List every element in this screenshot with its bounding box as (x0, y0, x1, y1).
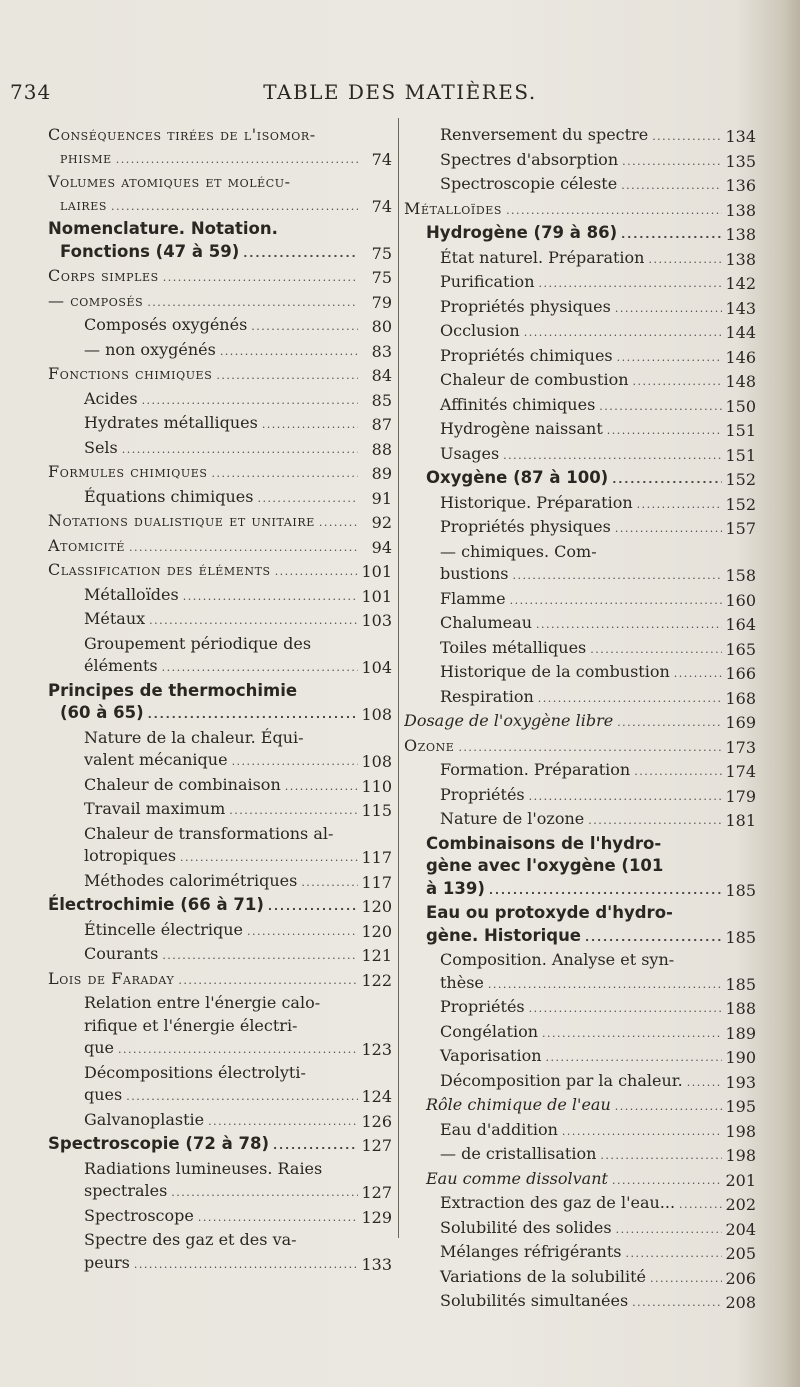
toc-entry-label: ques (84, 1085, 123, 1104)
toc-entry-label: Hydrogène (79 à 86) (426, 223, 618, 242)
toc-page-number: 103 (361, 611, 392, 630)
toc-page-number: 188 (725, 999, 756, 1018)
toc-page-number: 157 (725, 519, 756, 538)
toc-page-number: 152 (725, 470, 756, 489)
toc-entry-label: Sels (84, 437, 118, 457)
toc-entry (404, 418, 756, 442)
toc-entry-label: Eau d'addition (440, 1119, 558, 1139)
toc-entry (48, 510, 392, 534)
toc-page-number: 185 (725, 927, 756, 947)
toc-entry (48, 702, 392, 726)
running-header (0, 80, 800, 110)
toc-entry (404, 124, 756, 148)
toc-entry-line (48, 680, 392, 702)
toc-entry-line (404, 902, 756, 924)
toc-entry (404, 443, 756, 467)
toc-entry-label: valent mécanique (84, 750, 228, 769)
toc-page-number: 91 (371, 488, 392, 508)
toc-entry (404, 925, 756, 949)
toc-page-number: 120 (361, 921, 392, 941)
toc-entry-line (404, 855, 756, 877)
toc-entry-label: Métalloïdes (404, 198, 503, 218)
toc-entry (404, 1241, 756, 1265)
toc-entry-label: Nature de la chaleur. Équi- (84, 727, 304, 747)
toc-page-number: 143 (725, 298, 756, 318)
toc-entry (48, 968, 392, 992)
toc-entry-label: Galvanoplastie (84, 1109, 205, 1129)
toc-entry-label: Travail maximum (84, 799, 226, 818)
toc-entry-label: Propriétés physiques (440, 517, 611, 536)
toc-entry (48, 241, 392, 265)
toc-entry-label: — composés (48, 290, 144, 310)
toc-page-number: 206 (725, 1268, 756, 1288)
toc-entry-label: Extraction des gaz de l'eau... (440, 1193, 676, 1212)
toc-entry (48, 774, 392, 798)
toc-page-number: 148 (725, 372, 756, 391)
toc-entry-label: Étincelle électrique (84, 919, 243, 939)
toc-entry (48, 655, 392, 679)
toc-entry-line (48, 727, 392, 749)
toc-entry-label: Hydrogène naissant (440, 419, 603, 438)
toc-entry (404, 878, 756, 902)
toc-entry-label: Mélanges réfrigérants (440, 1242, 622, 1261)
toc-entry-label: Atomicité (48, 535, 126, 555)
toc-entry-label: Historique. Préparation (440, 492, 633, 512)
toc-page-number: 87 (371, 415, 392, 434)
toc-page-number: 101 (361, 562, 392, 581)
toc-entry (404, 784, 756, 808)
toc-entry-label: Renversement du spectre (440, 125, 649, 144)
toc-page-number: 123 (361, 1040, 392, 1059)
toc-entry-label: Propriétés (440, 997, 525, 1016)
toc-entry-label: Spectroscopie (72 à 78) (48, 1134, 269, 1153)
toc-entry-label: que (84, 1038, 115, 1057)
toc-entry-label: Spectre des gaz et des va- (84, 1230, 297, 1249)
toc-entry-label: gène. Historique (426, 925, 582, 945)
toc-page-number: 129 (361, 1207, 392, 1227)
toc-entry-label: Affinités chimiques (440, 394, 596, 414)
toc-entry-label: Nature de l'ozone (440, 809, 585, 828)
toc-page-number: 92 (371, 513, 392, 532)
toc-page-number: 134 (725, 127, 756, 146)
toc-page-number: 108 (361, 705, 392, 724)
toc-page-number: 133 (361, 1254, 392, 1274)
toc-page-number: 205 (725, 1244, 756, 1263)
toc-entry (404, 271, 756, 295)
toc-entry-label: thèse (440, 972, 484, 992)
toc-entry (404, 808, 756, 832)
toc-entry (48, 363, 392, 387)
toc-entry (48, 1109, 392, 1133)
toc-entry-label: Métaux (84, 609, 146, 628)
toc-entry (404, 1070, 756, 1094)
toc-entry-label: Eau ou protoxyde d'hydro- (426, 903, 673, 922)
toc-page-number: 208 (725, 1293, 756, 1312)
toc-entry-label: Fonctions chimiques (48, 364, 213, 383)
toc-page-number: 151 (725, 445, 756, 465)
toc-entry-label: Ozone (404, 735, 455, 755)
toc-entry-label: Radiations lumineuses. Raies (84, 1158, 323, 1178)
toc-entry-label: Vaporisation (440, 1046, 542, 1065)
toc-entry-label: gène avec l'oxygène (101 (426, 856, 664, 875)
toc-entry (404, 612, 756, 636)
toc-entry (48, 486, 392, 510)
toc-entry (48, 1205, 392, 1229)
toc-page-number: 115 (361, 801, 392, 820)
toc-left-column (48, 124, 392, 1276)
toc-entry-line (48, 633, 392, 655)
toc-page-number: 122 (361, 970, 392, 990)
toc-entry-label: Fonctions (47 à 59) (60, 241, 240, 261)
toc-entry (404, 516, 756, 540)
toc-page-number: 202 (725, 1195, 756, 1214)
toc-entry (404, 320, 756, 344)
toc-entry (404, 467, 756, 491)
toc-page-number: 89 (371, 464, 392, 483)
toc-entry-label: Propriétés chimiques (440, 345, 613, 365)
toc-entry (48, 147, 392, 171)
toc-entry-label: laires (60, 194, 108, 214)
toc-entry (404, 1290, 756, 1314)
toc-page-number: 166 (725, 664, 756, 683)
toc-entry-label: Équations chimiques (84, 486, 254, 506)
toc-entry-line (48, 1015, 392, 1037)
toc-entry (48, 194, 392, 218)
toc-entry-label: Relation entre l'énergie calo- (84, 993, 321, 1012)
toc-entry (48, 845, 392, 869)
toc-page-number: 146 (725, 347, 756, 367)
toc-entry-label: Usages (440, 443, 500, 463)
toc-page-number: 136 (725, 176, 756, 195)
toc-entry-label: Électrochimie (66 à 71) (48, 895, 264, 914)
toc-page-number: 126 (361, 1111, 392, 1131)
toc-entry-label: Spectres d'absorption (440, 149, 619, 169)
column-divider (398, 118, 399, 1238)
toc-entry (404, 1021, 756, 1045)
toc-entry-label: Respiration (440, 686, 534, 706)
toc-entry-label: État naturel. Préparation (440, 247, 645, 267)
toc-entry (48, 1037, 392, 1061)
toc-entry (404, 1094, 756, 1118)
toc-entry-label: bustions (440, 564, 509, 583)
toc-right-column (404, 124, 756, 1315)
toc-entry-label: Groupement périodique des (84, 633, 312, 653)
toc-entry (48, 1133, 392, 1157)
toc-entry (404, 972, 756, 996)
toc-page-number: 142 (725, 274, 756, 293)
toc-page-number: 151 (725, 421, 756, 440)
toc-entry (48, 461, 392, 485)
toc-entry-label: Classification des éléments (48, 560, 271, 579)
toc-page-number: 135 (725, 151, 756, 171)
toc-entry-label: Formules chimiques (48, 462, 208, 481)
toc-entry-label: Notations dualistique et unitaire (48, 511, 315, 530)
toc-page-number: 80 (371, 317, 392, 336)
toc-page-number: 185 (725, 974, 756, 994)
toc-entry (404, 588, 756, 612)
toc-page-number: 198 (725, 1146, 756, 1165)
toc-entry (404, 563, 756, 587)
toc-entry (48, 870, 392, 894)
toc-entry-label: Chalumeau (440, 613, 532, 632)
toc-page-number: 104 (361, 658, 392, 677)
toc-page-number: 185 (725, 880, 756, 900)
toc-entry (404, 735, 756, 759)
toc-page-number: 117 (361, 872, 392, 892)
toc-page-number: 158 (725, 566, 756, 585)
toc-entry (48, 535, 392, 559)
toc-entry-label: Chaleur de combinaison (84, 774, 281, 794)
toc-entry (404, 345, 756, 369)
toc-page-number: 165 (725, 639, 756, 659)
toc-page-number: 174 (725, 762, 756, 781)
toc-page-number: 152 (725, 494, 756, 514)
toc-entry-line (48, 124, 392, 146)
page-number: 734 (10, 80, 52, 104)
toc-page-number: 110 (361, 776, 392, 796)
toc-entry (404, 686, 756, 710)
toc-page-number: 138 (725, 225, 756, 244)
toc-entry-line (48, 823, 392, 845)
toc-page-number: 201 (725, 1170, 756, 1190)
toc-entry-label: rifique et l'énergie électri- (84, 1015, 298, 1035)
toc-entry-label: Décomposition par la chaleur. (440, 1070, 683, 1090)
toc-page-number: 173 (725, 737, 756, 757)
toc-entry-label: Purification (440, 272, 535, 291)
toc-entry (48, 1084, 392, 1108)
toc-entry (48, 608, 392, 632)
toc-page-number: 108 (361, 752, 392, 771)
toc-page-number: 75 (371, 268, 392, 287)
toc-entry (404, 247, 756, 271)
toc-page-number: 160 (725, 590, 756, 610)
toc-page-number: 198 (725, 1121, 756, 1141)
toc-entry (404, 1192, 756, 1216)
toc-entry-label: Acides (84, 388, 138, 408)
toc-page-number: 193 (725, 1072, 756, 1092)
toc-page-number: 94 (371, 537, 392, 557)
toc-page-number: 150 (725, 396, 756, 416)
toc-entry-label: Principes de thermochimie (48, 680, 298, 700)
toc-entry-label: Historique de la combustion (440, 662, 670, 681)
toc-page-number: 190 (725, 1048, 756, 1067)
toc-page-number: 164 (725, 615, 756, 634)
toc-entry (404, 1217, 756, 1241)
toc-entry-label: Congélation (440, 1021, 539, 1041)
toc-entry (48, 388, 392, 412)
toc-page-number: 74 (371, 149, 392, 169)
toc-entry-label: (60 à 65) (60, 703, 144, 722)
toc-entry-label: Dosage de l'oxygène libre (404, 711, 614, 730)
toc-page-number: 138 (725, 249, 756, 269)
toc-entry-label: Conséquences tirées de l'isomor- (48, 125, 316, 144)
toc-entry-label: Toiles métalliques (440, 637, 587, 657)
toc-entry (48, 1180, 392, 1204)
toc-entry-label: Nomenclature. Notation. (48, 219, 278, 238)
toc-entry-label: — de cristallisation (440, 1144, 597, 1163)
toc-entry (404, 996, 756, 1020)
toc-entry-label: Volumes atomiques et molécu- (48, 172, 291, 191)
toc-entry (404, 369, 756, 393)
toc-page-number: 204 (725, 1219, 756, 1239)
toc-entry (404, 661, 756, 685)
toc-entry-line (48, 992, 392, 1014)
toc-entry-label: Lois de Faraday (48, 968, 175, 988)
running-title: TABLE DES MATIÈRES. (263, 80, 537, 104)
toc-entry-line (48, 1158, 392, 1180)
toc-entry (404, 394, 756, 418)
toc-entry (48, 559, 392, 583)
toc-entry (404, 1168, 756, 1192)
toc-entry-label: Propriétés physiques (440, 296, 611, 316)
toc-entry-line (404, 833, 756, 855)
toc-page-number: 120 (361, 897, 392, 916)
toc-entry-label: Composition. Analyse et syn- (440, 950, 675, 969)
toc-entry (404, 173, 756, 197)
toc-entry (48, 584, 392, 608)
toc-entry (404, 637, 756, 661)
toc-entry-label: Flamme (440, 588, 506, 608)
toc-entry-line (48, 171, 392, 193)
toc-entry-label: — non oxygénés (84, 339, 216, 359)
toc-entry (48, 894, 392, 918)
toc-entry (404, 149, 756, 173)
toc-page-number: 127 (361, 1183, 392, 1202)
toc-entry-line (48, 1229, 392, 1251)
toc-entry-label: Solubilité des solides (440, 1217, 612, 1237)
toc-page-number: 83 (371, 341, 392, 361)
toc-entry-label: Méthodes calorimétriques (84, 870, 298, 890)
toc-page-number: 189 (725, 1023, 756, 1043)
toc-entry (48, 437, 392, 461)
toc-entry (48, 265, 392, 289)
toc-entry (404, 222, 756, 246)
toc-page-number: 85 (371, 390, 392, 410)
toc-entry-label: Spectroscopie céleste (440, 174, 618, 193)
toc-entry-label: — chimiques. Com- (440, 541, 597, 561)
toc-entry-label: lotropiques (84, 846, 177, 865)
toc-entry-label: Propriétés (440, 784, 525, 804)
toc-entry (404, 759, 756, 783)
toc-entry-label: Formation. Préparation (440, 760, 631, 779)
toc-entry-label: Occlusion (440, 321, 520, 340)
toc-entry-label: Combinaisons de l'hydro- (426, 833, 662, 853)
toc-entry-line (48, 218, 392, 240)
toc-entry (404, 1045, 756, 1069)
toc-entry (404, 198, 756, 222)
toc-entry-label: Chaleur de transformations al- (84, 823, 334, 843)
toc-entry-label: Rôle chimique de l'eau (426, 1095, 611, 1114)
toc-page-number: 75 (371, 243, 392, 263)
toc-entry-label: Corps simples (48, 266, 159, 285)
toc-page-number: 168 (725, 688, 756, 708)
toc-entry (404, 1143, 756, 1167)
toc-page-number: 79 (371, 292, 392, 312)
toc-page-number: 74 (371, 196, 392, 216)
toc-entry-label: Décompositions électrolyti- (84, 1062, 306, 1082)
toc-page-number: 127 (361, 1136, 392, 1155)
toc-page-number: 117 (361, 848, 392, 867)
toc-entry-line (48, 1062, 392, 1084)
toc-page-number: 101 (361, 586, 392, 606)
toc-page-number: 121 (361, 946, 392, 965)
toc-page-number: 195 (725, 1097, 756, 1116)
toc-entry (48, 798, 392, 822)
toc-page-number: 124 (361, 1087, 392, 1106)
toc-page-number: 88 (371, 439, 392, 459)
toc-entry-label: Hydrates métalliques (84, 413, 258, 432)
toc-entry-label: Composés oxygénés (84, 315, 248, 334)
toc-entry-label: Spectroscope (84, 1205, 194, 1225)
toc-page-number: 138 (725, 200, 756, 220)
toc-entry (404, 1119, 756, 1143)
toc-entry (48, 943, 392, 967)
toc-entry (48, 412, 392, 436)
toc-entry (48, 749, 392, 773)
toc-entry-label: phisme (60, 147, 112, 167)
toc-entry (404, 710, 756, 734)
toc-entry-label: Oxygène (87 à 100) (426, 468, 609, 487)
toc-entry-label: à 139) (426, 878, 485, 898)
toc-entry-label: Solubilités simultanées (440, 1291, 629, 1310)
toc-entry-label: Métalloïdes (84, 584, 179, 604)
toc-entry (48, 314, 392, 338)
toc-page-number: 84 (371, 366, 392, 385)
toc-entry-line (404, 541, 756, 563)
toc-page-number: 179 (725, 786, 756, 806)
toc-page-number: 144 (725, 323, 756, 342)
toc-entry-label: peurs (84, 1252, 130, 1272)
toc-entry (404, 492, 756, 516)
toc-entry (48, 290, 392, 314)
toc-entry (48, 1252, 392, 1276)
toc-entry (48, 919, 392, 943)
toc-entry-label: Courants (84, 944, 159, 963)
toc-entry-label: Eau comme dissolvant (426, 1168, 608, 1188)
toc-entry-label: Variations de la solubilité (440, 1266, 647, 1286)
toc-entry (48, 339, 392, 363)
toc-entry (404, 1266, 756, 1290)
toc-entry-label: éléments (84, 656, 158, 675)
toc-entry-label: Chaleur de combustion (440, 370, 629, 389)
toc-entry-label: spectrales (84, 1181, 168, 1200)
toc-entry (404, 296, 756, 320)
toc-entry-line (404, 949, 756, 971)
toc-page-number: 169 (725, 713, 756, 732)
toc-page-number: 181 (725, 811, 756, 830)
